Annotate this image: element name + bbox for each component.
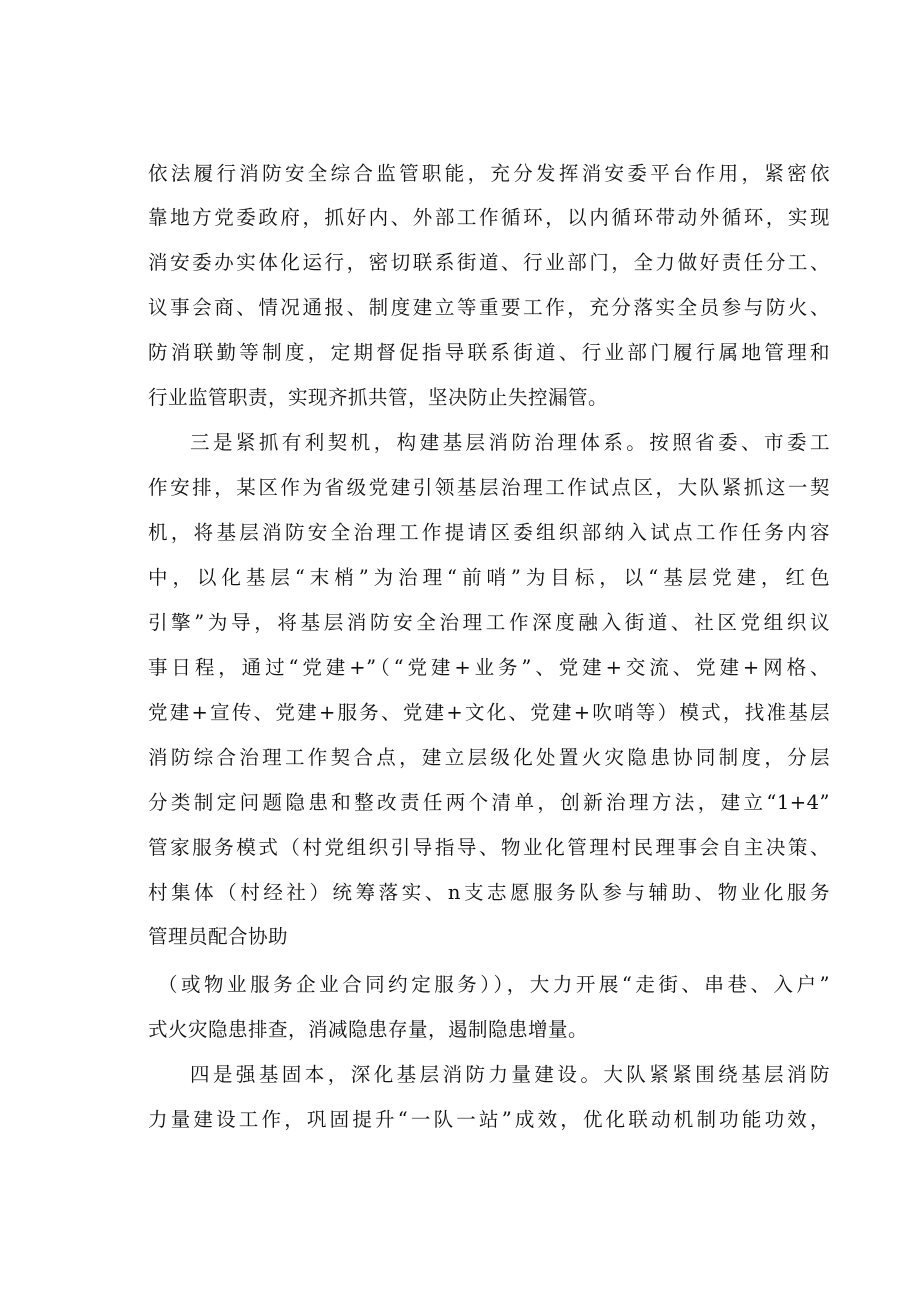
- paragraph-line: （或物业服务企业合同约定服务）），大力开展“走街、串巷、入户”: [158, 973, 830, 996]
- paragraph-line: 消防综合治理工作契合点，建立层级化处置火灾隐患协同制度，分层: [148, 746, 830, 769]
- paragraph-line-last: 行业监管职责，实现齐抓共管，坚决防止失控漏管。: [148, 386, 609, 409]
- paragraph-line: 力量建设工作，巩固提升“一队一站”成效，优化联动机制功能功效，: [148, 1108, 830, 1131]
- paragraph-line: 防消联勤等制度，定期督促指导联系街道、行业部门履行属地管理和: [148, 341, 830, 364]
- paragraph-line: 消安委办实体化运行，密切联系街道、行业部门，全力做好责任分工、: [148, 251, 830, 274]
- paragraph-line: 靠地方党委政府，抓好内、外部工作循环，以内循环带动外循环，实现: [148, 206, 830, 229]
- paragraph-line-short: 管理员配合协助: [148, 925, 289, 948]
- paragraph-line: 引擎”为导，将基层消防安全治理工作深度融入街道、社区党组织议: [148, 611, 830, 634]
- paragraph-line-last: 式火灾隐患排查，消减隐患存量，遏制隐患增量。: [148, 1018, 589, 1041]
- paragraph-line: 村集体（村经社）统筹落实、n支志愿服务队参与辅助、物业化服务: [148, 881, 830, 904]
- paragraph-line: 作安排，某区作为省级党建引领基层治理工作试点区，大队紧抓这一契: [148, 476, 830, 499]
- paragraph-line: 分类制定问题隐患和整改责任两个清单，创新治理方法，建立“1+4”: [148, 791, 830, 814]
- section-three-heading-line: 三是紧抓有利契机，构建基层消防治理体系。按照省委、市委工: [190, 431, 830, 454]
- paragraph-line: 中，以化基层“末梢”为治理“前哨”为目标，以“基层党建，红色: [148, 566, 830, 589]
- paragraph-line: 事日程，通过“党建+”（“党建+业务”、党建+交流、党建+网格、: [148, 656, 830, 679]
- paragraph-line: 依法履行消防安全综合监管职能，充分发挥消安委平台作用，紧密依: [148, 162, 830, 185]
- paragraph-line: 机，将基层消防安全治理工作提请区委组织部纳入试点工作任务内容: [148, 521, 830, 544]
- section-four-heading-line: 四是强基固本，深化基层消防力量建设。大队紧紧围绕基层消防: [190, 1063, 830, 1086]
- paragraph-line: 管家服务模式（村党组织引导指导、物业化管理村民理事会自主决策、: [148, 836, 830, 859]
- paragraph-line: 党建+宣传、党建+服务、党建+文化、党建+吹哨等）模式，找准基层: [148, 701, 830, 724]
- paragraph-line: 议事会商、情况通报、制度建立等重要工作，充分落实全员参与防火、: [148, 296, 830, 319]
